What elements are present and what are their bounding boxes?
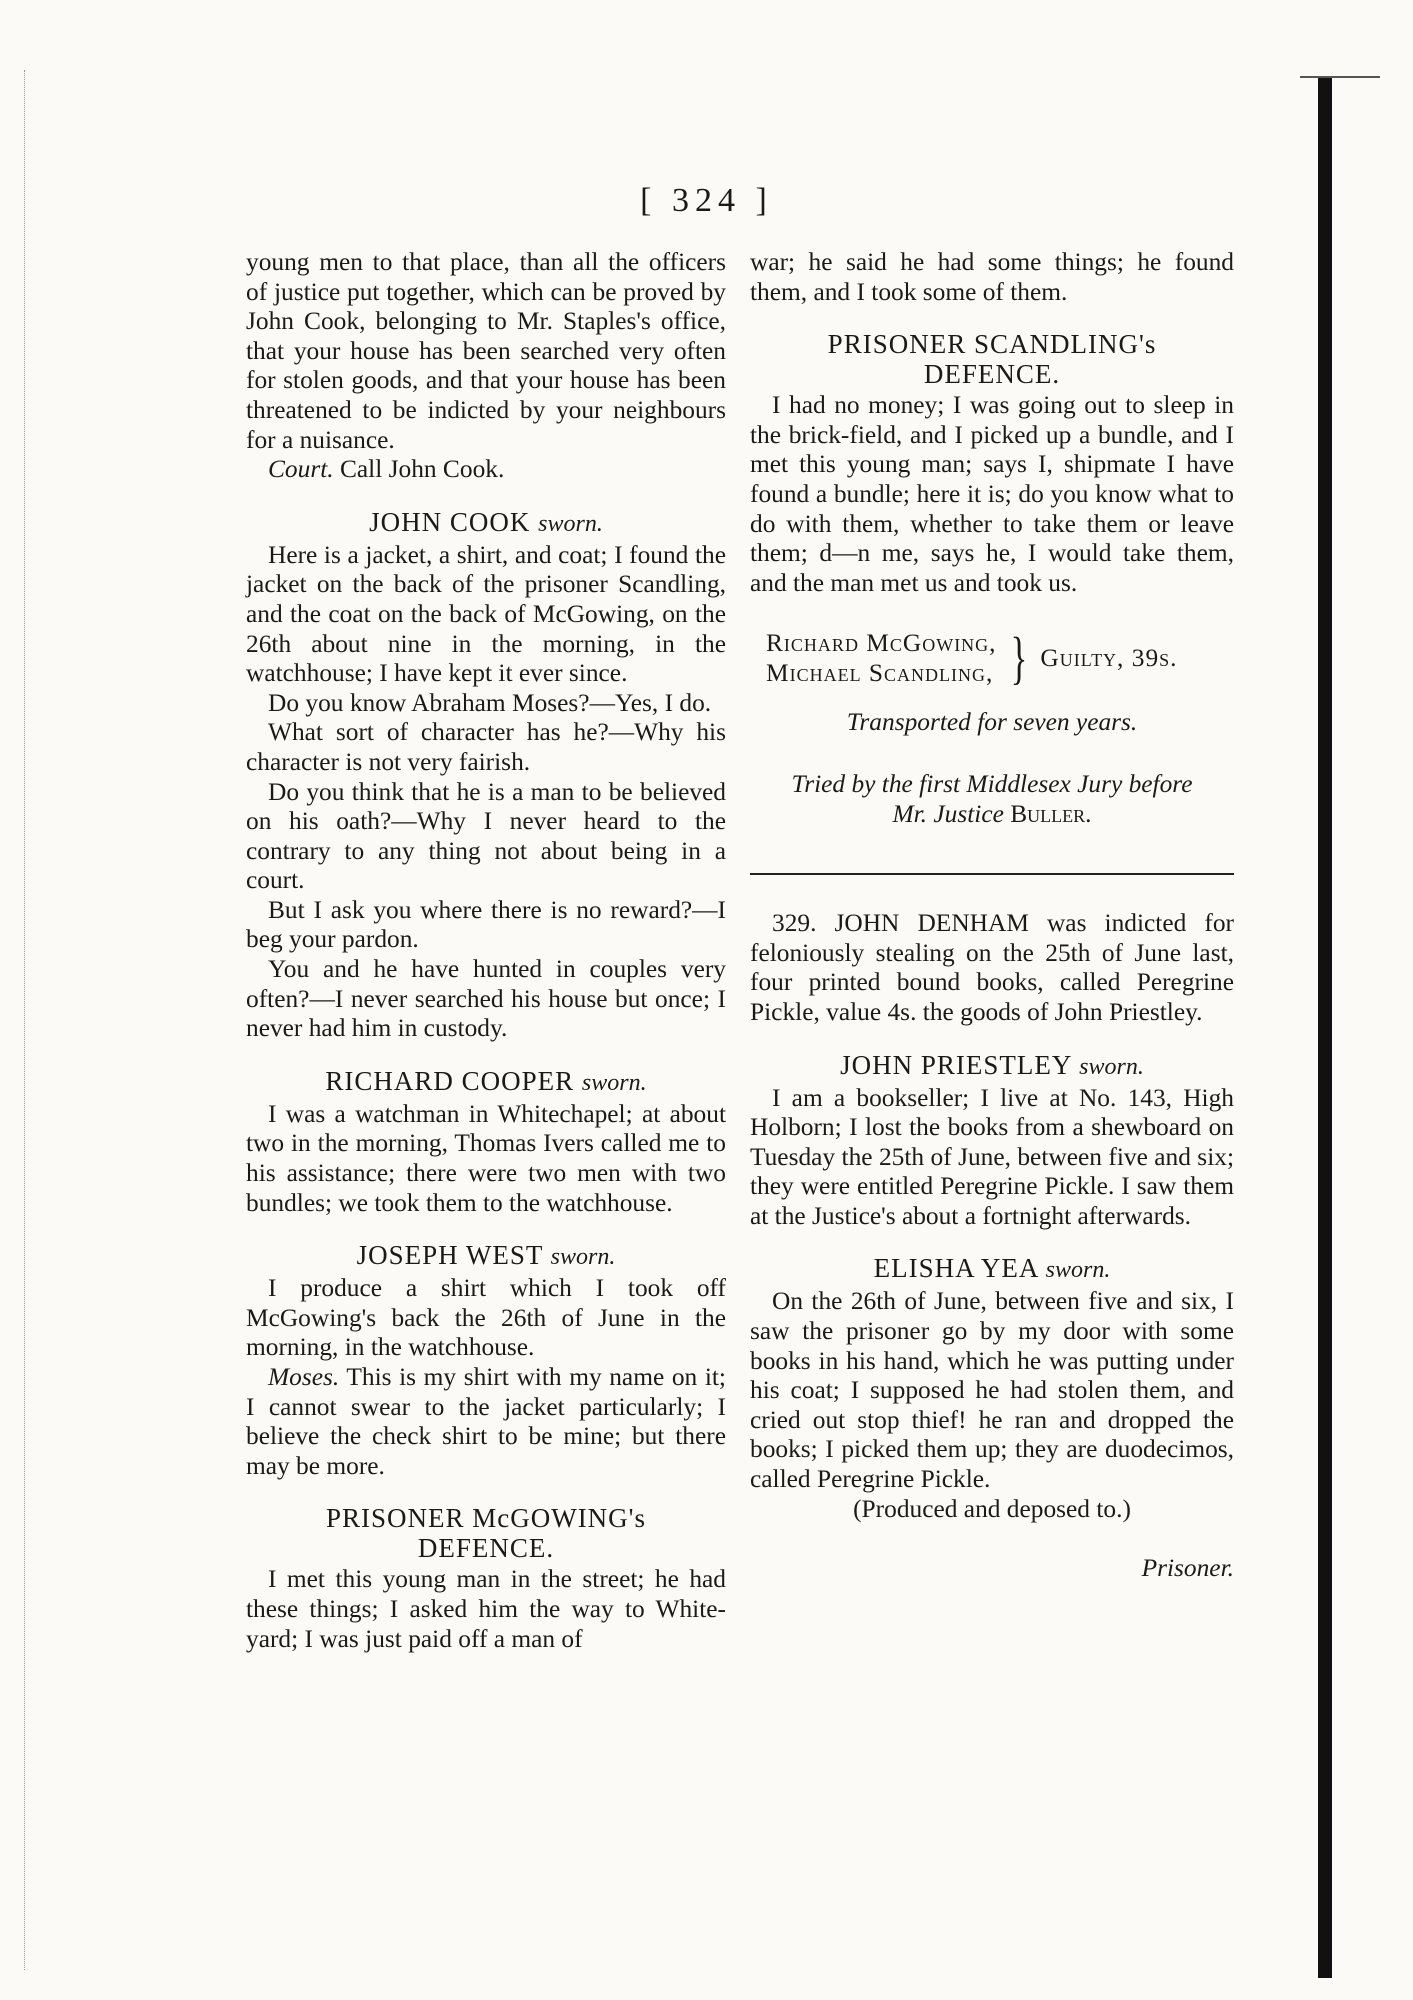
catchword: Prisoner. (1141, 1554, 1234, 1583)
testimony-paragraph: I am a bookseller; I live at No. 143, High Holborn; I lost the books from a shewboard on Tuesday the 25th of June, between five and six; they were entitled Peregrine Pickle. I saw them at the Justice's about a fortnight afterwards. (750, 1083, 1234, 1230)
defence-heading-scandling (750, 329, 1234, 389)
testimony-paragraph: On the 26th of June, between five and six, I saw the prisoner go by my door with some books in his hand, which he was putting under his coat; I supposed he had stolen them, and cried out stop thief! he ran and dropped the books; I picked them up; they are duodecimos, called Peregrine Pickle. (750, 1287, 1234, 1494)
tried-judge-line (750, 800, 1234, 830)
judge-name: Buller. (1010, 799, 1092, 828)
defence-heading-mcgowing (246, 1503, 726, 1563)
verdict-names (766, 628, 997, 688)
defence-heading-line: DEFENCE. (417, 1533, 555, 1564)
witness-name: JOHN PRIESTLEY (840, 1049, 1080, 1080)
verdict-block (766, 625, 1234, 691)
page-edge-top-line (1300, 76, 1380, 78)
tried-line: Tried by the first Middlesex Jury before (791, 769, 1193, 798)
defendant-name: Michael Scandling, (766, 659, 994, 688)
defendant-name: Richard McGowing, (766, 629, 997, 658)
speaker-moses: Moses. (268, 1363, 340, 1391)
witness-name: RICHARD COOPER (325, 1065, 582, 1096)
sworn-label: sworn. (538, 510, 603, 537)
defence-heading-line: DEFENCE. (923, 359, 1061, 390)
sworn-label: sworn. (550, 1244, 616, 1271)
testimony-paragraph: Do you know Abraham Moses?—Yes, I do. (268, 688, 712, 717)
defence-paragraph: I had no money; I was going out to sleep in the brick-field, and I picked up a bundle, and I met this young man; says I, shipmate I have found a bundle; here it is; do you know what to do with them, whether to take them or leave them; d—n me, says he, I would take them, and the man met us and took us. (750, 391, 1234, 597)
paragraph-continuation: war; he said he had some things; he found them, and I took some of them. (750, 248, 1234, 306)
testimony-paragraph: But I ask you where there is no reward?—I beg your pardon. (246, 895, 726, 954)
testimony-paragraph: What sort of character has he?—Why his character is not very fairish. (246, 718, 726, 776)
witness-heading-john-cook (246, 507, 726, 539)
witness-name: JOHN COOK (369, 506, 539, 537)
right-column (750, 248, 1234, 1584)
verdict-result: Guilty, 39s. (1040, 643, 1178, 672)
moses-statement-text: This is my shirt with my name on it; I cannot swear to the jacket particularly; I believe the check shirt to be mine; but there may be more. (246, 1363, 726, 1480)
witness-name: ELISHA YEA (873, 1253, 1046, 1284)
witness-name: JOSEPH WEST (356, 1240, 551, 1271)
section-divider (750, 873, 1234, 875)
page-edge-binding-bar (1318, 78, 1332, 1978)
sworn-label: sworn. (581, 1069, 647, 1096)
left-column (246, 248, 726, 1654)
court-instruction-text: Call John Cook. (333, 455, 505, 484)
witness-heading-elisha-yea (750, 1253, 1234, 1285)
moses-statement (246, 1363, 726, 1481)
case-indictment: 329. JOHN DENHAM was indicted for feloniously stealing on the 25th of June last, four printed bound books, called Peregrine Pickle, value 4s. the goods of John Priestley. (750, 909, 1234, 1026)
defence-heading-line: PRISONER McGOWING's (325, 1503, 647, 1534)
defence-heading-line: PRISONER SCANDLING's (827, 329, 1157, 360)
sentence-line: Transported for seven years. (846, 708, 1138, 737)
testimony-paragraph: Here is a jacket, a shirt, and coat; I found the jacket on the back of the prisoner Scandling, and the coat on the back of McGowing, on the 26th about nine in the morning, in the watchhouse; I have kept it ever since. (246, 540, 726, 688)
court-instruction (246, 455, 726, 485)
witness-heading-joseph-west (246, 1240, 726, 1272)
speaker-court: Court. (268, 455, 334, 484)
defence-paragraph: I met this young man in the street; he had these things; I asked him the way to White-yard; I was just paid off a man of (246, 1565, 726, 1653)
brace-glyph: } (1010, 625, 1027, 691)
page-number-header: [ 324 ] (640, 182, 773, 219)
produced-note: (Produced and deposed to.) (853, 1494, 1131, 1523)
testimony-paragraph: Do you think that he is a man to be believed on his oath?—Why I never heard to the contrary to any thing not about being in a court. (246, 777, 726, 895)
witness-heading-john-priestley (750, 1050, 1234, 1082)
testimony-paragraph: I was a watchman in Whitechapel; at about two in the morning, Thomas Ivers called me to his assistance; there were two men with two bundles; we took them to the watchhouse. (246, 1099, 726, 1217)
left-margin-marks (24, 70, 39, 1970)
tried-judge-prefix: Mr. Justice (892, 799, 1004, 828)
testimony-paragraph: You and he have hunted in couples very often?—I never searched his house but once; I never had him in custody. (246, 955, 726, 1043)
witness-heading-richard-cooper (246, 1066, 726, 1098)
testimony-paragraph: I produce a shirt which I took off McGowing's back the 26th of June in the morning, in the watchhouse. (246, 1274, 726, 1362)
paragraph-continuation: young men to that place, than all the officers of justice put together, which can be proved by John Cook, belonging to Mr. Staples's office, that your house has been searched very often for stolen goods, and that your house has been threatened to be indicted by your neighbours for a nuisance. (246, 248, 726, 454)
sworn-label: sworn. (1045, 1257, 1111, 1284)
sworn-label: sworn. (1079, 1053, 1144, 1080)
